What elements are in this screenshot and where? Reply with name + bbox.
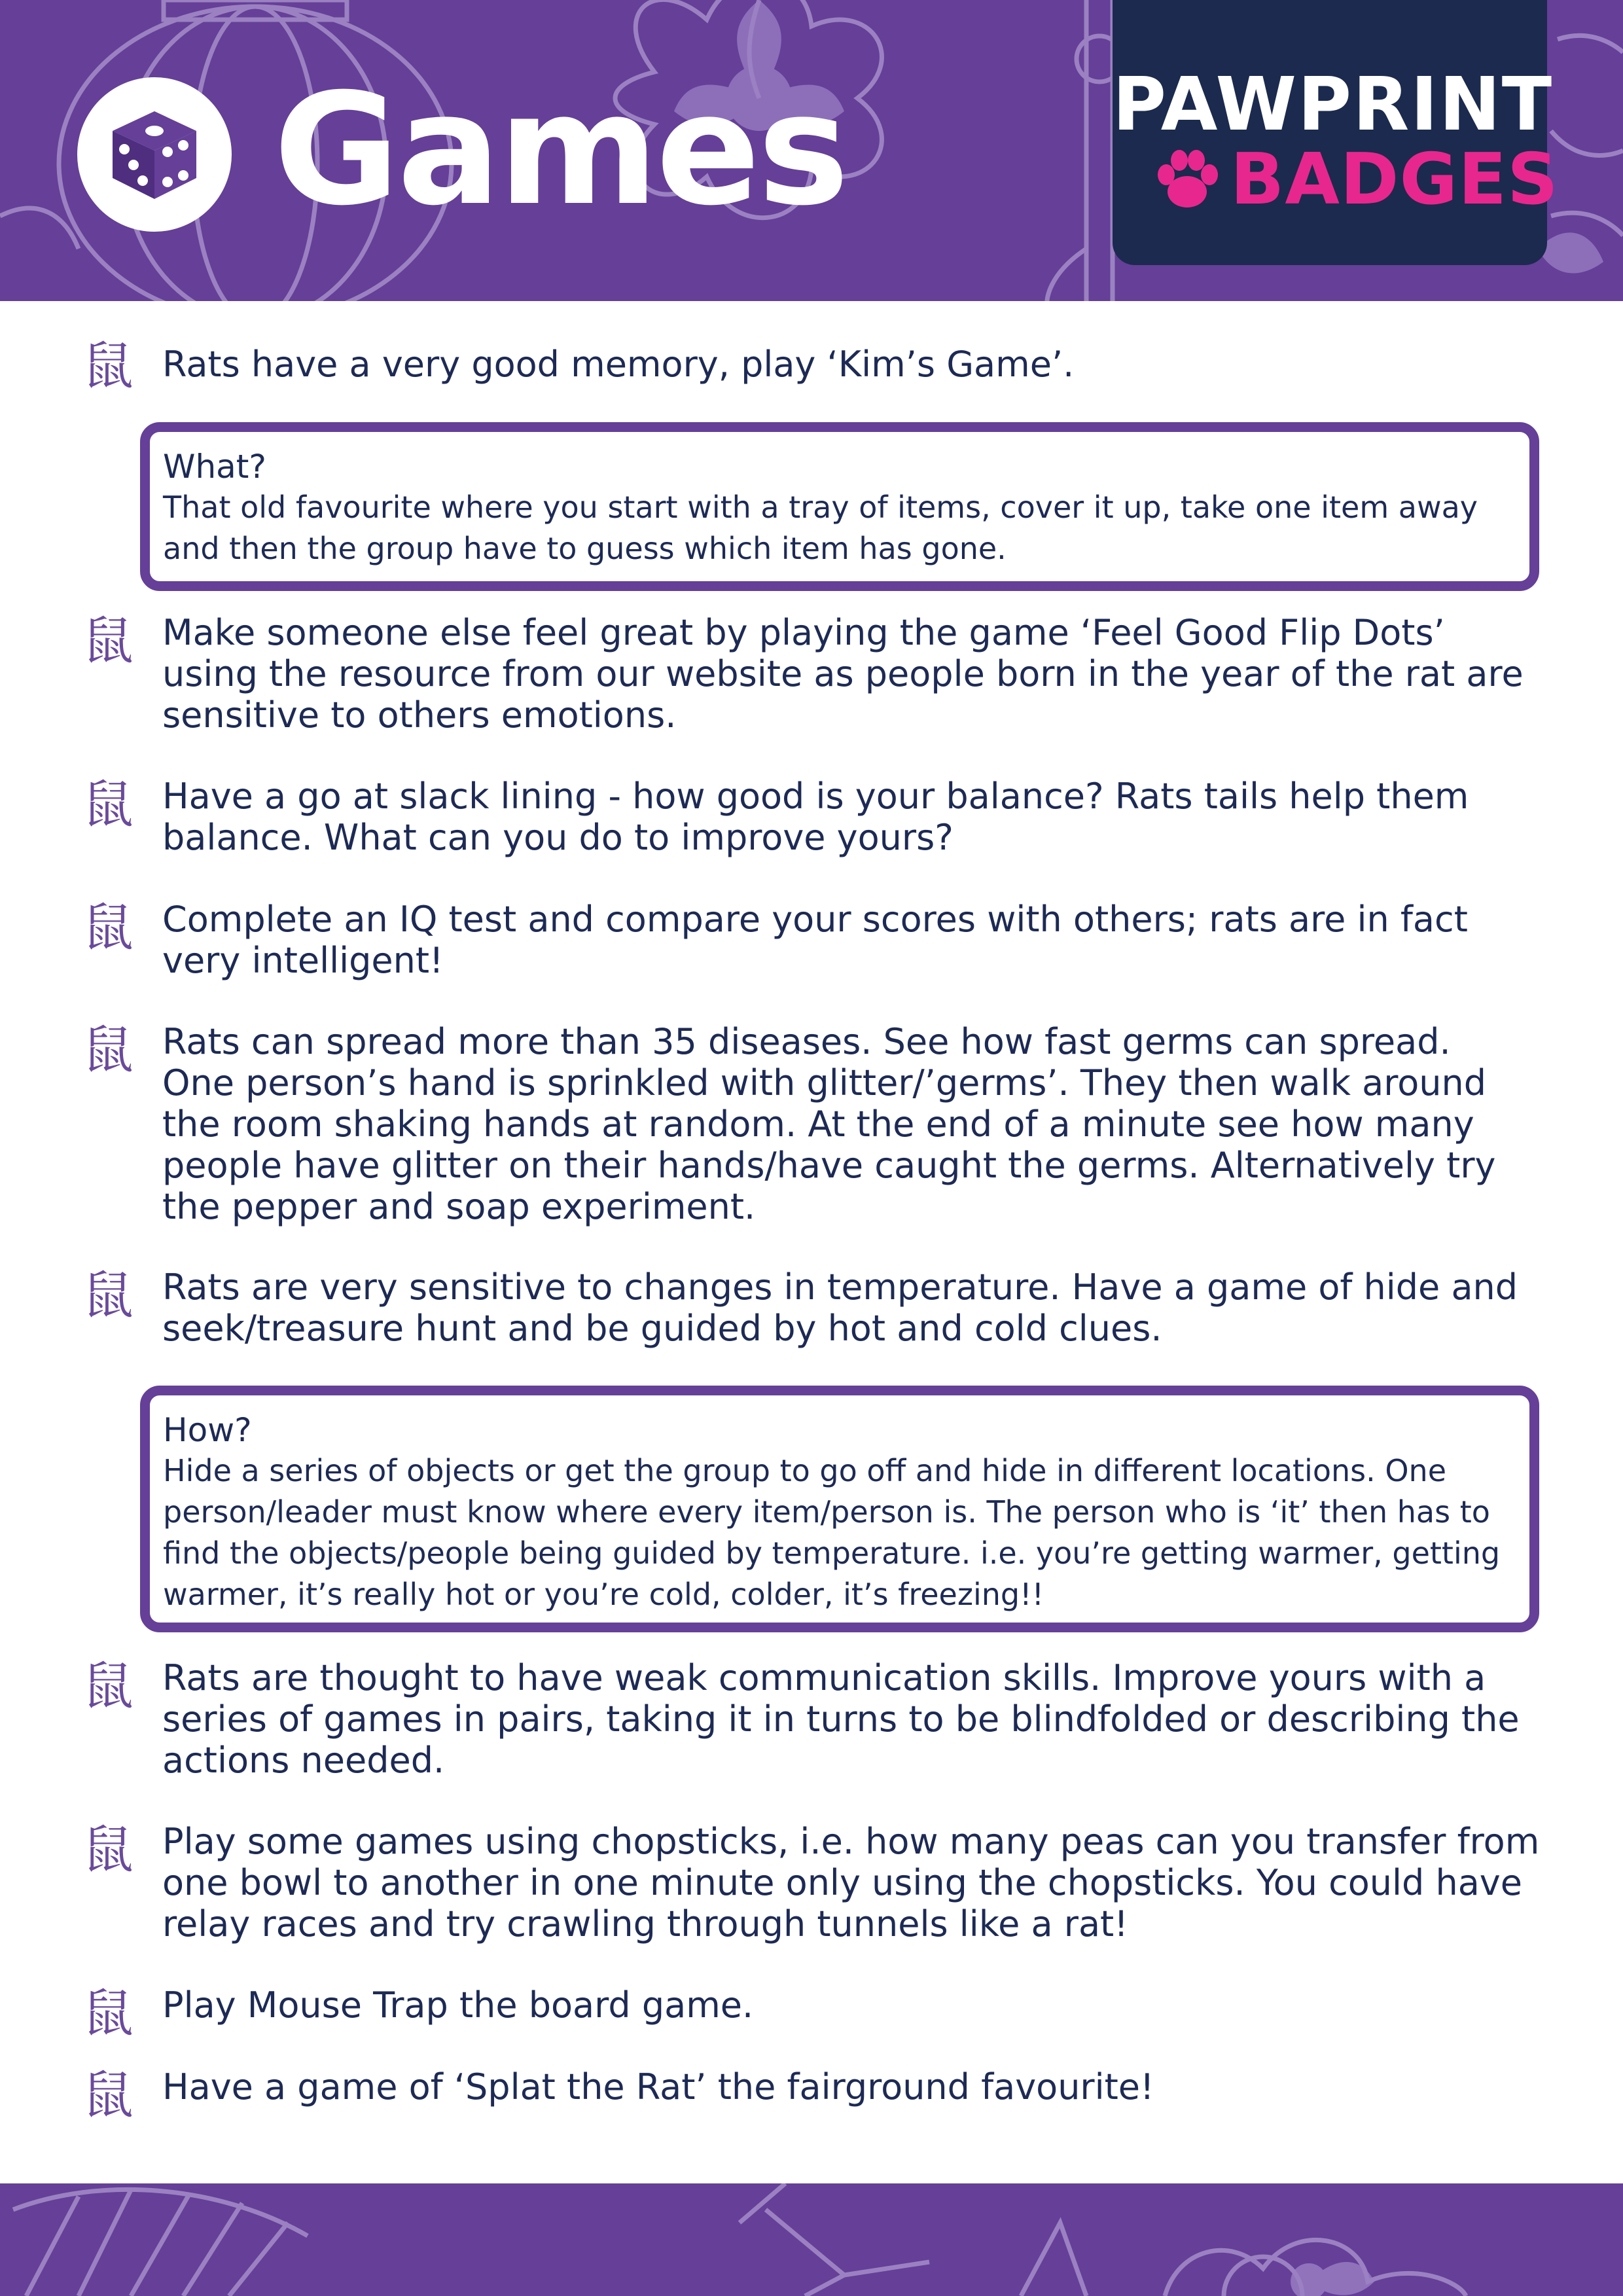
dice-icon-badge	[77, 77, 232, 232]
list-item-text: Rats can spread more than 35 diseases. See how fast germs can spread. One person’s hand is sprinkled with glitter/’germs’. They then walk around the room shaking hands at random. At the end of a minute see how many people have glitter on their hands/have caught the germs. Alternatively try the pepper and soap experiment.	[162, 1021, 1496, 1227]
rat-character-bullet-icon: 鼠	[82, 1266, 134, 1325]
list-item-text: Play Mouse Trap the board game.	[162, 1984, 754, 2026]
fan-flower-decoration	[0, 2183, 1623, 2296]
rat-character-bullet-icon: 鼠	[82, 2066, 134, 2125]
list-item-text: Rats are thought to have weak communication skills. Improve yours with a series of games in pairs, taking it in turns to be blindfolded or describing the actions needed.	[162, 1657, 1520, 1781]
paw-icon	[1153, 149, 1222, 211]
header-banner	[0, 0, 1623, 301]
info-box-body: That old favourite where you start with a tray of items, cover it up, take one item away and then the group have to guess which item has gone.	[163, 490, 1478, 566]
logo-wordmark-badges: BADGES	[1230, 139, 1559, 221]
list-item-text: Play some games using chopsticks, i.e. how many peas can you transfer from one bowl to another in one minute only using the chopsticks. You could have relay races and try crawling through tunnels like a rat!	[162, 1821, 1540, 1945]
pawprint-badges-logo	[1113, 0, 1559, 265]
info-box-what	[140, 422, 1539, 591]
info-box-body: Hide a series of objects or get the group to go off and hide in different locations. One person/leader must know where every item/person is. The person who is ‘it’ then has to find the objects/people being guided by temperature. i.e. you’re getting warmer, getting warmer, it’s really hot or you’re cold, colder, it’s freezing!!	[163, 1453, 1501, 1612]
rat-character-bullet-icon: 鼠	[82, 1021, 134, 1080]
list-item-text: Rats have a very good memory, play ‘Kim’s Game’.	[162, 344, 1075, 385]
dice-icon	[77, 77, 232, 232]
rat-character-bullet-icon: 鼠	[82, 1984, 134, 2043]
footer-banner	[0, 2183, 1623, 2296]
rat-character-bullet-icon: 鼠	[82, 776, 134, 834]
info-box-heading: What?	[163, 448, 266, 486]
list-item-text: Make someone else feel great by playing the game ‘Feel Good Flip Dots’ using the resource from our website as people born in the year of the rat are sensitive to others emotions.	[162, 612, 1524, 736]
logo-wordmark-bottom-group	[1153, 139, 1559, 221]
info-box-heading: How?	[163, 1411, 252, 1449]
list-item-text: Complete an IQ test and compare your scores with others; rats are in fact very intelligent!	[162, 899, 1468, 981]
logo-wordmark-top: PAWPRINT	[1113, 62, 1554, 147]
rat-character-bullet-icon: 鼠	[82, 1657, 134, 1716]
rat-character-bullet-icon: 鼠	[82, 612, 134, 671]
info-box-how	[140, 1386, 1539, 1632]
list-item-text: Have a game of ‘Splat the Rat’ the fairground favourite!	[162, 2066, 1154, 2108]
rat-character-bullet-icon: 鼠	[82, 1821, 134, 1880]
page-title: Games	[274, 61, 847, 240]
rat-character-bullet-icon: 鼠	[82, 899, 134, 958]
rat-character-bullet-icon: 鼠	[82, 337, 134, 396]
list-item-text: Rats are very sensitive to changes in temperature. Have a game of hide and seek/treasure hunt and be guided by hot and cold clues.	[162, 1266, 1518, 1349]
list-item-text: Have a go at slack lining - how good is your balance? Rats tails help them balance. What can you do to improve yours?	[162, 776, 1469, 858]
